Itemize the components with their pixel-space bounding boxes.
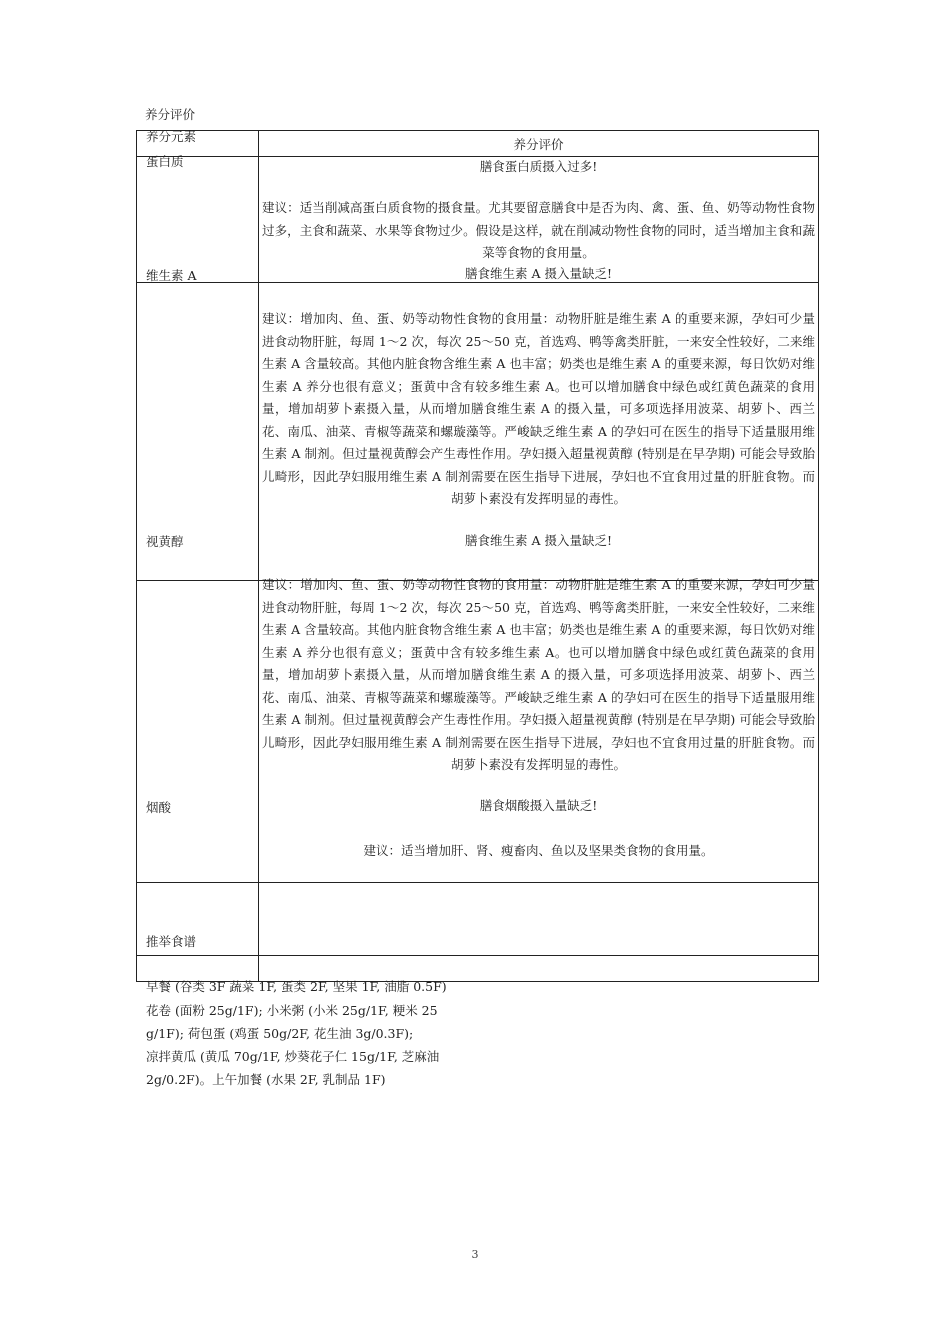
- recipe-line: 早餐 (谷类 3F 蔬菜 1F, 蛋类 2F, 坚果 1F, 油脂 0.5F): [146, 979, 447, 994]
- section-title: 养分评价: [145, 107, 196, 122]
- row-result-niacin: 膳食烟酸摄入量缺乏!: [479, 798, 598, 813]
- row-label-retinol: 视黄醇: [146, 534, 184, 549]
- recipe-label: 推举食谱: [146, 934, 197, 949]
- row-result-protein: 膳食蛋白质摄入过多!: [479, 159, 598, 174]
- row-result-vitamin-a: 膳食维生素 A 摄入量缺乏!: [465, 266, 612, 281]
- row-advice-retinol: 建议：增加肉、鱼、蛋、奶等动物性食物的食用量：动物肝脏是维生素 A 的重要来源，孕妇可少量进食动物肝脏，每周 1～2 次，每次 25～50 克，首选鸡、鸭等禽类肝脏，一来安全性较好，二来维生素 A 含量较高。其他内脏食物含维生素 A 也丰富；奶类也是维生素 A 的重要来源，每日饮奶对维生素 A 养分也很有意义；蛋黄中含有较多维生素 A。也可以增加膳食中绿色或红黄色蔬菜的食用量，增加胡萝卜素摄入量，从而增加膳食维生素 A 的摄入量，可多项选择用波菜、胡萝卜、西兰花、南瓜、油菜、青椒等蔬菜和螺璇藻等。严峻缺乏维生素 A 的孕妇可在医生的指导下适量服用维生素 A 制剂。但过量视黄醇会产生毒性作用。孕妇摄入超量视黄醇 (特别是在早孕期) 可能会导致胎儿畸形，因此孕妇服用维生素 A 制剂需要在医生指导下进展，孕妇也不宜食用过量的肝脏食物。而胡萝卜素没有发挥明显的毒性。: [262, 577, 815, 772]
- recipe-line: g/1F); 荷包蛋 (鸡蛋 50g/2F, 花生油 3g/0.3F);: [146, 1026, 414, 1041]
- column-header-evaluation: 养分评价: [513, 137, 564, 152]
- column-header-element: 养分元素: [146, 129, 197, 144]
- column-divider: [258, 130, 259, 982]
- recipe-line: 2g/0.2F)。上午加餐 (水果 2F, 乳制品 1F): [146, 1072, 386, 1087]
- page-number: 3: [471, 1248, 479, 1261]
- row-label-protein: 蛋白质: [146, 154, 184, 169]
- row-label-niacin: 烟酸: [146, 800, 172, 815]
- table-divider: [136, 955, 819, 956]
- row-advice-protein: 建议：适当削减高蛋白质食物的摄食量。尤其要留意膳食中是否为肉、禽、蛋、鱼、奶等动物性食物过多，主食和蔬菜、水果等食物过少。假设是这样，就在削减动物性食物的同时，适当增加主食和蔬菜等食物的食用量。: [262, 200, 815, 260]
- row-result-retinol: 膳食维生素 A 摄入量缺乏!: [465, 533, 612, 548]
- recipe-line: 凉拌黄瓜 (黄瓜 70g/1F, 炒葵花子仁 15g/1F, 芝麻油: [146, 1049, 440, 1064]
- row-advice-niacin: 建议：适当增加肝、肾、瘦畜肉、鱼以及坚果类食物的食用量。: [363, 843, 714, 858]
- row-advice-vitamin-a: 建议：增加肉、鱼、蛋、奶等动物性食物的食用量：动物肝脏是维生素 A 的重要来源，孕妇可少量进食动物肝脏，每周 1～2 次，每次 25～50 克，首选鸡、鸭等禽类肝脏，一来安全性较好，二来维生素 A 含量较高。其他内脏食物含维生素 A 也丰富；奶类也是维生素 A 的重要来源，每日饮奶对维生素 A 养分也很有意义；蛋黄中含有较多维生素 A。也可以增加膳食中绿色或红黄色蔬菜的食用量，增加胡萝卜素摄入量，从而增加膳食维生素 A 的摄入量，可多项选择用波菜、胡萝卜、西兰花、南瓜、油菜、青椒等蔬菜和螺璇藻等。严峻缺乏维生素 A 的孕妇可在医生的指导下适量服用维生素 A 制剂。但过量视黄醇会产生毒性作用。孕妇摄入超量视黄醇 (特别是在早孕期) 可能会导致胎儿畸形，因此孕妇服用维生素 A 制剂需要在医生指导下进展，孕妇也不宜食用过量的肝脏食物。而胡萝卜素没有发挥明显的毒性。: [262, 311, 815, 506]
- row-label-vitamin-a: 维生素 A: [146, 268, 197, 283]
- table-divider: [136, 882, 819, 883]
- recipe-line: 花卷 (面粉 25g/1F); 小米粥 (小米 25g/1F, 粳米 25: [146, 1003, 438, 1018]
